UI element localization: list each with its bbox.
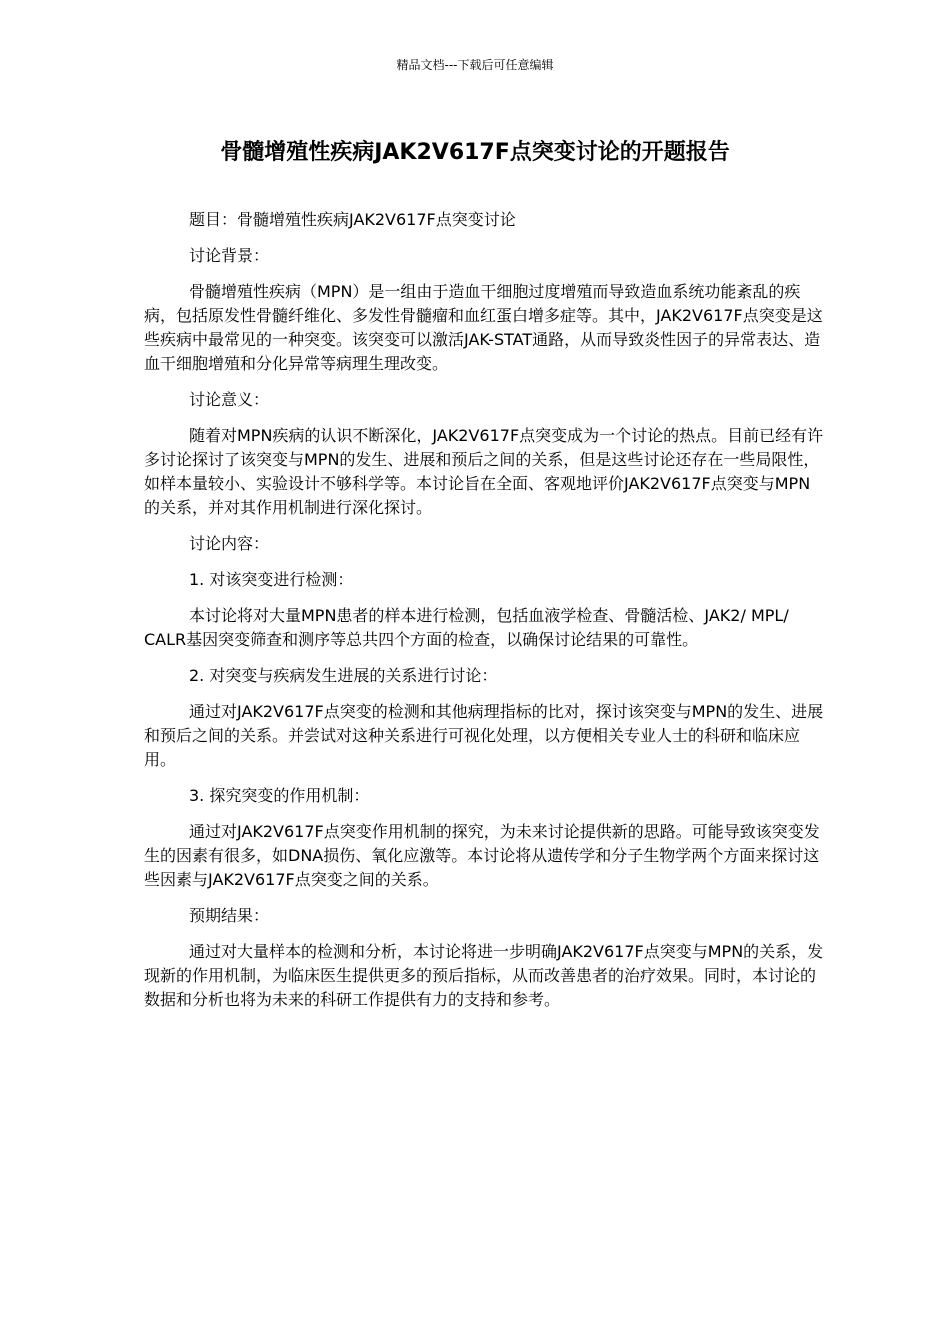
subheading-detection: 1. 对该突变进行检测： [189, 570, 354, 589]
subheading-mechanism: 3. 探究突变的作用机制： [189, 786, 370, 805]
paragraph-relationship: 通过对JAK2V617F点突变的检测和其他病理指标的比对，探讨该突变与MPN的发生、进展和预后之间的关系。并尝试对这种关系进行可视化处理，以方便相关专业人士的科研和临床应用。 [144, 702, 824, 769]
section-heading-significance: 讨论意义： [189, 390, 270, 409]
paragraph-significance: 随着对MPN疾病的认识不断深化，JAK2V617F点突变成为一个讨论的热点。目前已经有许多讨论探讨了该突变与MPN的发生、进展和预后之间的关系，但是这些讨论还存在一些局限性，如样本量较小、实验设计不够科学等。本讨论旨在全面、客观地评价JAK2V617F点突变与MPN的关系，并对其作用机制进行深化探讨。 [144, 426, 824, 517]
paragraph-background: 骨髓增殖性疾病（MPN）是一组由于造血干细胞过度增殖而导致造血系统功能紊乱的疾病，包括原发性骨髓纤维化、多发性骨髓瘤和血红蛋白增多症等。其中，JAK2V617F点突变是这些疾病中最常见的一种突变。该突变可以激活JAK-STAT通路，从而导致炎性因子的异常表达、造血干细胞增殖和分化异常等病理生理改变。 [144, 282, 823, 373]
page-header: 精品文档---下载后可任意编辑 [396, 58, 554, 72]
paragraph-mechanism: 通过对JAK2V617F点突变作用机制的探究，为未来讨论提供新的思路。可能导致该突变发生的因素有很多，如DNA损伤、氧化应激等。本讨论将从遗传学和分子生物学两个方面来探讨这些因素与JAK2V617F点突变之间的关系。 [144, 822, 820, 889]
section-heading-background: 讨论背景： [189, 246, 270, 265]
paragraph-detection: 本讨论将对大量MPN患者的样本进行检测，包括血液学检查、骨髓活检、JAK2/ MPL/ CALR基因突变筛查和测序等总共四个方面的检查，以确保讨论结果的可靠性。 [144, 606, 789, 649]
subheading-relationship: 2. 对突变与疾病发生进展的关系进行讨论： [189, 666, 498, 685]
document-body [144, 208, 824, 1024]
topic-line: 题目：骨髓增殖性疾病JAK2V617F点突变讨论 [189, 210, 516, 229]
section-heading-expected-results: 预期结果： [189, 906, 270, 925]
section-heading-content: 讨论内容： [189, 534, 270, 553]
document-title: 骨髓增殖性疾病JAK2V617F点突变讨论的开题报告 [220, 140, 730, 165]
paragraph-expected-results: 通过对大量样本的检测和分析，本讨论将进一步明确JAK2V617F点突变与MPN的关系，发现新的作用机制，为临床医生提供更多的预后指标，从而改善患者的治疗效果。同时，本讨论的数据和分析也将为未来的科研工作提供有力的支持和参考。 [144, 942, 824, 1009]
